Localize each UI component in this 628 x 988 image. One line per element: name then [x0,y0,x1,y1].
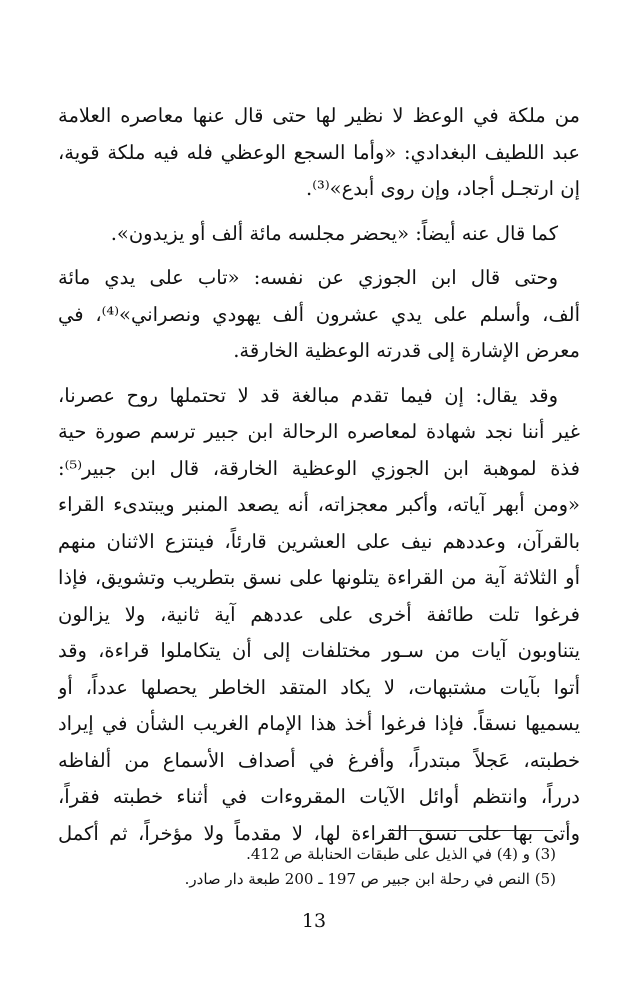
footnote-divider [388,830,553,831]
text-line: يتناوبون آيات من سـور مختلفات إلى أن يتكاملوا قراءة، وقد [58,639,580,662]
text-line: فذة لموهبة ابن الجوزي الوعظية الخارقة، قال ابن جبير⁽⁵⁾: [58,456,580,480]
text-line: وقد يقال: إن فيما تقدم مبالغة قد لا تحتملها روح عصرنا، [58,383,558,407]
page-number: 13 [301,910,327,932]
text-line: خطبته، عَجلاً مبتدراً، وأفرغ في أصداف الأسماع من ألفاظه [58,748,580,772]
paragraph-gap [58,208,580,216]
text-line: يسميها نسقاً. فإذا فرغوا أخذ هذا الإمام الغريب الشأن في إيراد [58,712,580,735]
footnotes [58,842,556,892]
text-line: ألف، وأسلم على يدي عشرون ألف يهودي ونصراني»⁽⁴⁾، في [58,302,580,326]
text-line: درراً، وانتظم أوائل الآيات المقروءات في أثناء خطبته فقراً، [58,785,580,808]
text-line: من ملكة في الوعظ لا نظير لها حتى قال عنها معاصره العلامة [58,104,580,127]
text-line: عبد اللطيف البغدادي: «وأما السجع الوعظي فله فيه ملكة قوية، [58,140,580,164]
text-line: أو الثلاثة آية من القراءة يتلونها على نسق بتطريب وتشويق، فإذا [58,566,580,589]
text-line: أتوا بآيات مشتبهات، لا يكاد المتقد الخاطر يحصلها عدداً، أو [58,675,580,699]
paragraph-gap [58,370,580,378]
footnote: (5) النص في رحلة ابن جبير ص 197 ـ 200 طبعة دار صادر. [184,870,556,888]
text-line: وأتى بها على نسق القراءة لها، لا مقدماً ولا مؤخراً، ثم أكمل [58,821,580,845]
text-line: إن ارتجـل أجاد، وإن روى أبدع»⁽³⁾. [306,177,580,200]
text-line: وحتى قال ابن الجوزي عن نفسه: «تاب على يدي مائة [58,266,558,289]
text-line: فرغوا تلت طائفة أخرى على عددهم آية ثانية، ولا يزالون [58,602,580,626]
text-line: كما قال عنه أيضاً: «يحضر مجلسه مائة ألف أو يزيدون». [110,221,558,245]
text-line: «ومن أبهر آياته، وأكبر معجزاته، أنه يصعد المنبر ويبتدىء القراء [58,493,580,516]
paragraph-gap [58,252,580,260]
text-line: معرض الإشارة إلى قدرته الوعظية الخارقة. [233,339,580,362]
text-line: بالقرآن، وعددهم نيف على العشرين قارئاً، فينتزع الاثنان منهم [58,529,580,553]
footnote: (3) و (4) في الذيل على طبقات الحنابلة ص 412. [246,845,556,863]
text-line: غير أننا نجد شهادة لمعاصره الرحالة ابن جبير ترسم صورة حية [58,420,580,443]
main-text [58,98,580,852]
